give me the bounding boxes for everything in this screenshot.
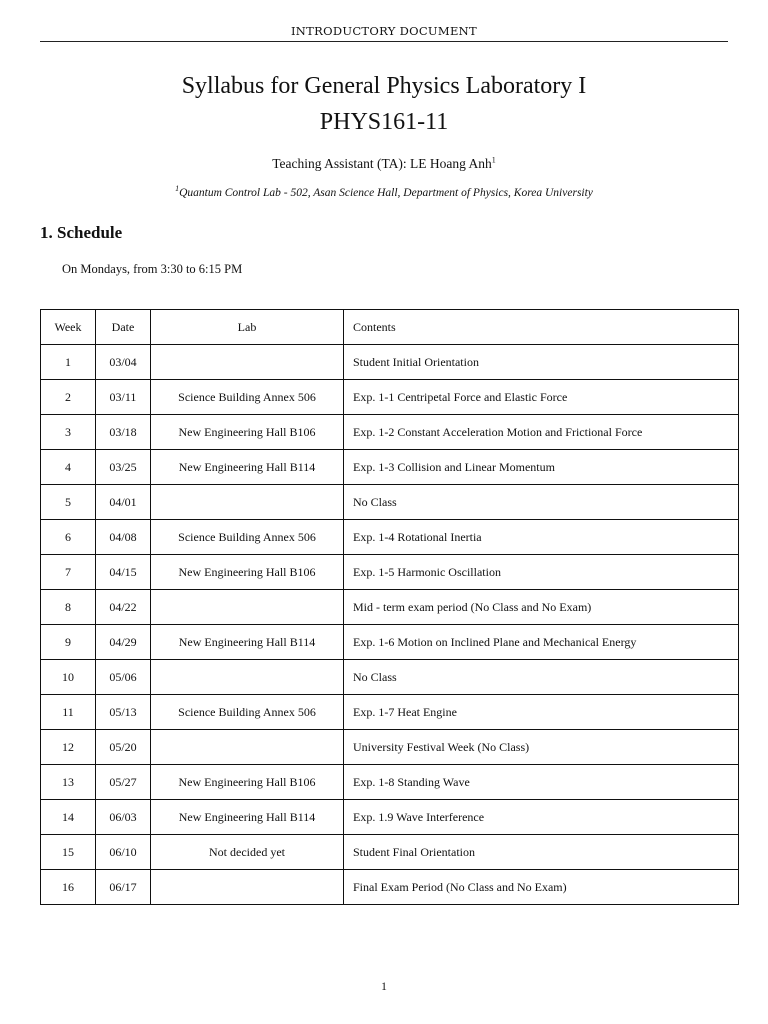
table-row: [41, 800, 739, 835]
cell-contents: Final Exam Period (No Class and No Exam): [344, 870, 739, 905]
column-header-date: Date: [96, 310, 151, 345]
cell-week: 11: [41, 695, 96, 730]
cell-lab: Not decided yet: [151, 835, 344, 870]
cell-lab: New Engineering Hall B106: [151, 765, 344, 800]
page-number: 1: [381, 981, 387, 993]
affiliation-text: Quantum Control Lab - 502, Asan Science Hall, Department of Physics, Korea University: [179, 187, 593, 199]
cell-date: 04/01: [96, 485, 151, 520]
section-heading-schedule: 1. Schedule: [40, 223, 123, 242]
cell-week: 15: [41, 835, 96, 870]
table-row: [41, 415, 739, 450]
cell-lab: New Engineering Hall B106: [151, 415, 344, 450]
cell-date: 05/13: [96, 695, 151, 730]
title-line-2: PHYS161-11: [319, 109, 449, 135]
cell-date: 03/04: [96, 345, 151, 380]
cell-date: 05/27: [96, 765, 151, 800]
column-header-contents: Contents: [344, 310, 739, 345]
schedule-note: On Mondays, from 3:30 to 6:15 PM: [62, 262, 243, 276]
table-header-row: [41, 310, 739, 345]
cell-lab: New Engineering Hall B114: [151, 800, 344, 835]
cell-contents: No Class: [344, 485, 739, 520]
cell-lab: [151, 345, 344, 380]
cell-contents: Exp. 1.9 Wave Interference: [344, 800, 739, 835]
column-header-lab: Lab: [151, 310, 344, 345]
cell-lab: New Engineering Hall B114: [151, 450, 344, 485]
cell-date: 05/20: [96, 730, 151, 765]
running-head: INTRODUCTORY DOCUMENT: [40, 24, 728, 42]
cell-date: 05/06: [96, 660, 151, 695]
author-line: [40, 156, 728, 172]
cell-date: 03/18: [96, 415, 151, 450]
cell-week: 7: [41, 555, 96, 590]
cell-contents: University Festival Week (No Class): [344, 730, 739, 765]
cell-contents: Mid - term exam period (No Class and No Exam): [344, 590, 739, 625]
table-row: [41, 450, 739, 485]
cell-week: 8: [41, 590, 96, 625]
cell-lab: [151, 590, 344, 625]
cell-date: 04/15: [96, 555, 151, 590]
cell-contents: Exp. 1-1 Centripetal Force and Elastic Force: [344, 380, 739, 415]
cell-lab: New Engineering Hall B114: [151, 625, 344, 660]
table-row: [41, 590, 739, 625]
table-row: [41, 835, 739, 870]
cell-lab: [151, 870, 344, 905]
cell-week: 2: [41, 380, 96, 415]
cell-week: 9: [41, 625, 96, 660]
table-row: [41, 625, 739, 660]
document-title: [40, 68, 728, 140]
cell-lab: Science Building Annex 506: [151, 380, 344, 415]
cell-week: 10: [41, 660, 96, 695]
cell-contents: Exp. 1-2 Constant Acceleration Motion and Frictional Force: [344, 415, 739, 450]
cell-contents: No Class: [344, 660, 739, 695]
table-row: [41, 695, 739, 730]
cell-week: 14: [41, 800, 96, 835]
cell-contents: Student Final Orientation: [344, 835, 739, 870]
author-text: Teaching Assistant (TA): LE Hoang Anh: [272, 156, 492, 171]
table-row: [41, 555, 739, 590]
cell-contents: Exp. 1-6 Motion on Inclined Plane and Mechanical Energy: [344, 625, 739, 660]
cell-contents: Exp. 1-5 Harmonic Oscillation: [344, 555, 739, 590]
table-row: [41, 520, 739, 555]
affiliation-footnote-marker: 1: [175, 184, 180, 194]
cell-week: 16: [41, 870, 96, 905]
column-header-week: Week: [41, 310, 96, 345]
table-row: [41, 380, 739, 415]
cell-lab: Science Building Annex 506: [151, 520, 344, 555]
cell-week: 6: [41, 520, 96, 555]
table-row: [41, 345, 739, 380]
cell-week: 3: [41, 415, 96, 450]
cell-date: 06/03: [96, 800, 151, 835]
cell-date: 06/17: [96, 870, 151, 905]
cell-contents: Exp. 1-3 Collision and Linear Momentum: [344, 450, 739, 485]
affiliation-line: [40, 184, 728, 199]
cell-date: 06/10: [96, 835, 151, 870]
title-line-1: Syllabus for General Physics Laboratory I: [181, 73, 587, 99]
cell-date: 03/25: [96, 450, 151, 485]
cell-contents: Exp. 1-4 Rotational Inertia: [344, 520, 739, 555]
cell-lab: New Engineering Hall B106: [151, 555, 344, 590]
author-footnote-marker: 1: [491, 155, 496, 165]
cell-lab: [151, 660, 344, 695]
table-row: [41, 730, 739, 765]
cell-week: 12: [41, 730, 96, 765]
cell-week: 1: [41, 345, 96, 380]
table-row: [41, 765, 739, 800]
cell-contents: Exp. 1-8 Standing Wave: [344, 765, 739, 800]
cell-date: 04/22: [96, 590, 151, 625]
cell-week: 13: [41, 765, 96, 800]
table-row: [41, 870, 739, 905]
table-row: [41, 485, 739, 520]
cell-date: 04/08: [96, 520, 151, 555]
cell-lab: [151, 730, 344, 765]
cell-lab: [151, 485, 344, 520]
cell-week: 4: [41, 450, 96, 485]
cell-date: 04/29: [96, 625, 151, 660]
table-row: [41, 660, 739, 695]
cell-contents: Exp. 1-7 Heat Engine: [344, 695, 739, 730]
cell-week: 5: [41, 485, 96, 520]
cell-contents: Student Initial Orientation: [344, 345, 739, 380]
cell-date: 03/11: [96, 380, 151, 415]
cell-lab: Science Building Annex 506: [151, 695, 344, 730]
schedule-table: [40, 309, 739, 905]
